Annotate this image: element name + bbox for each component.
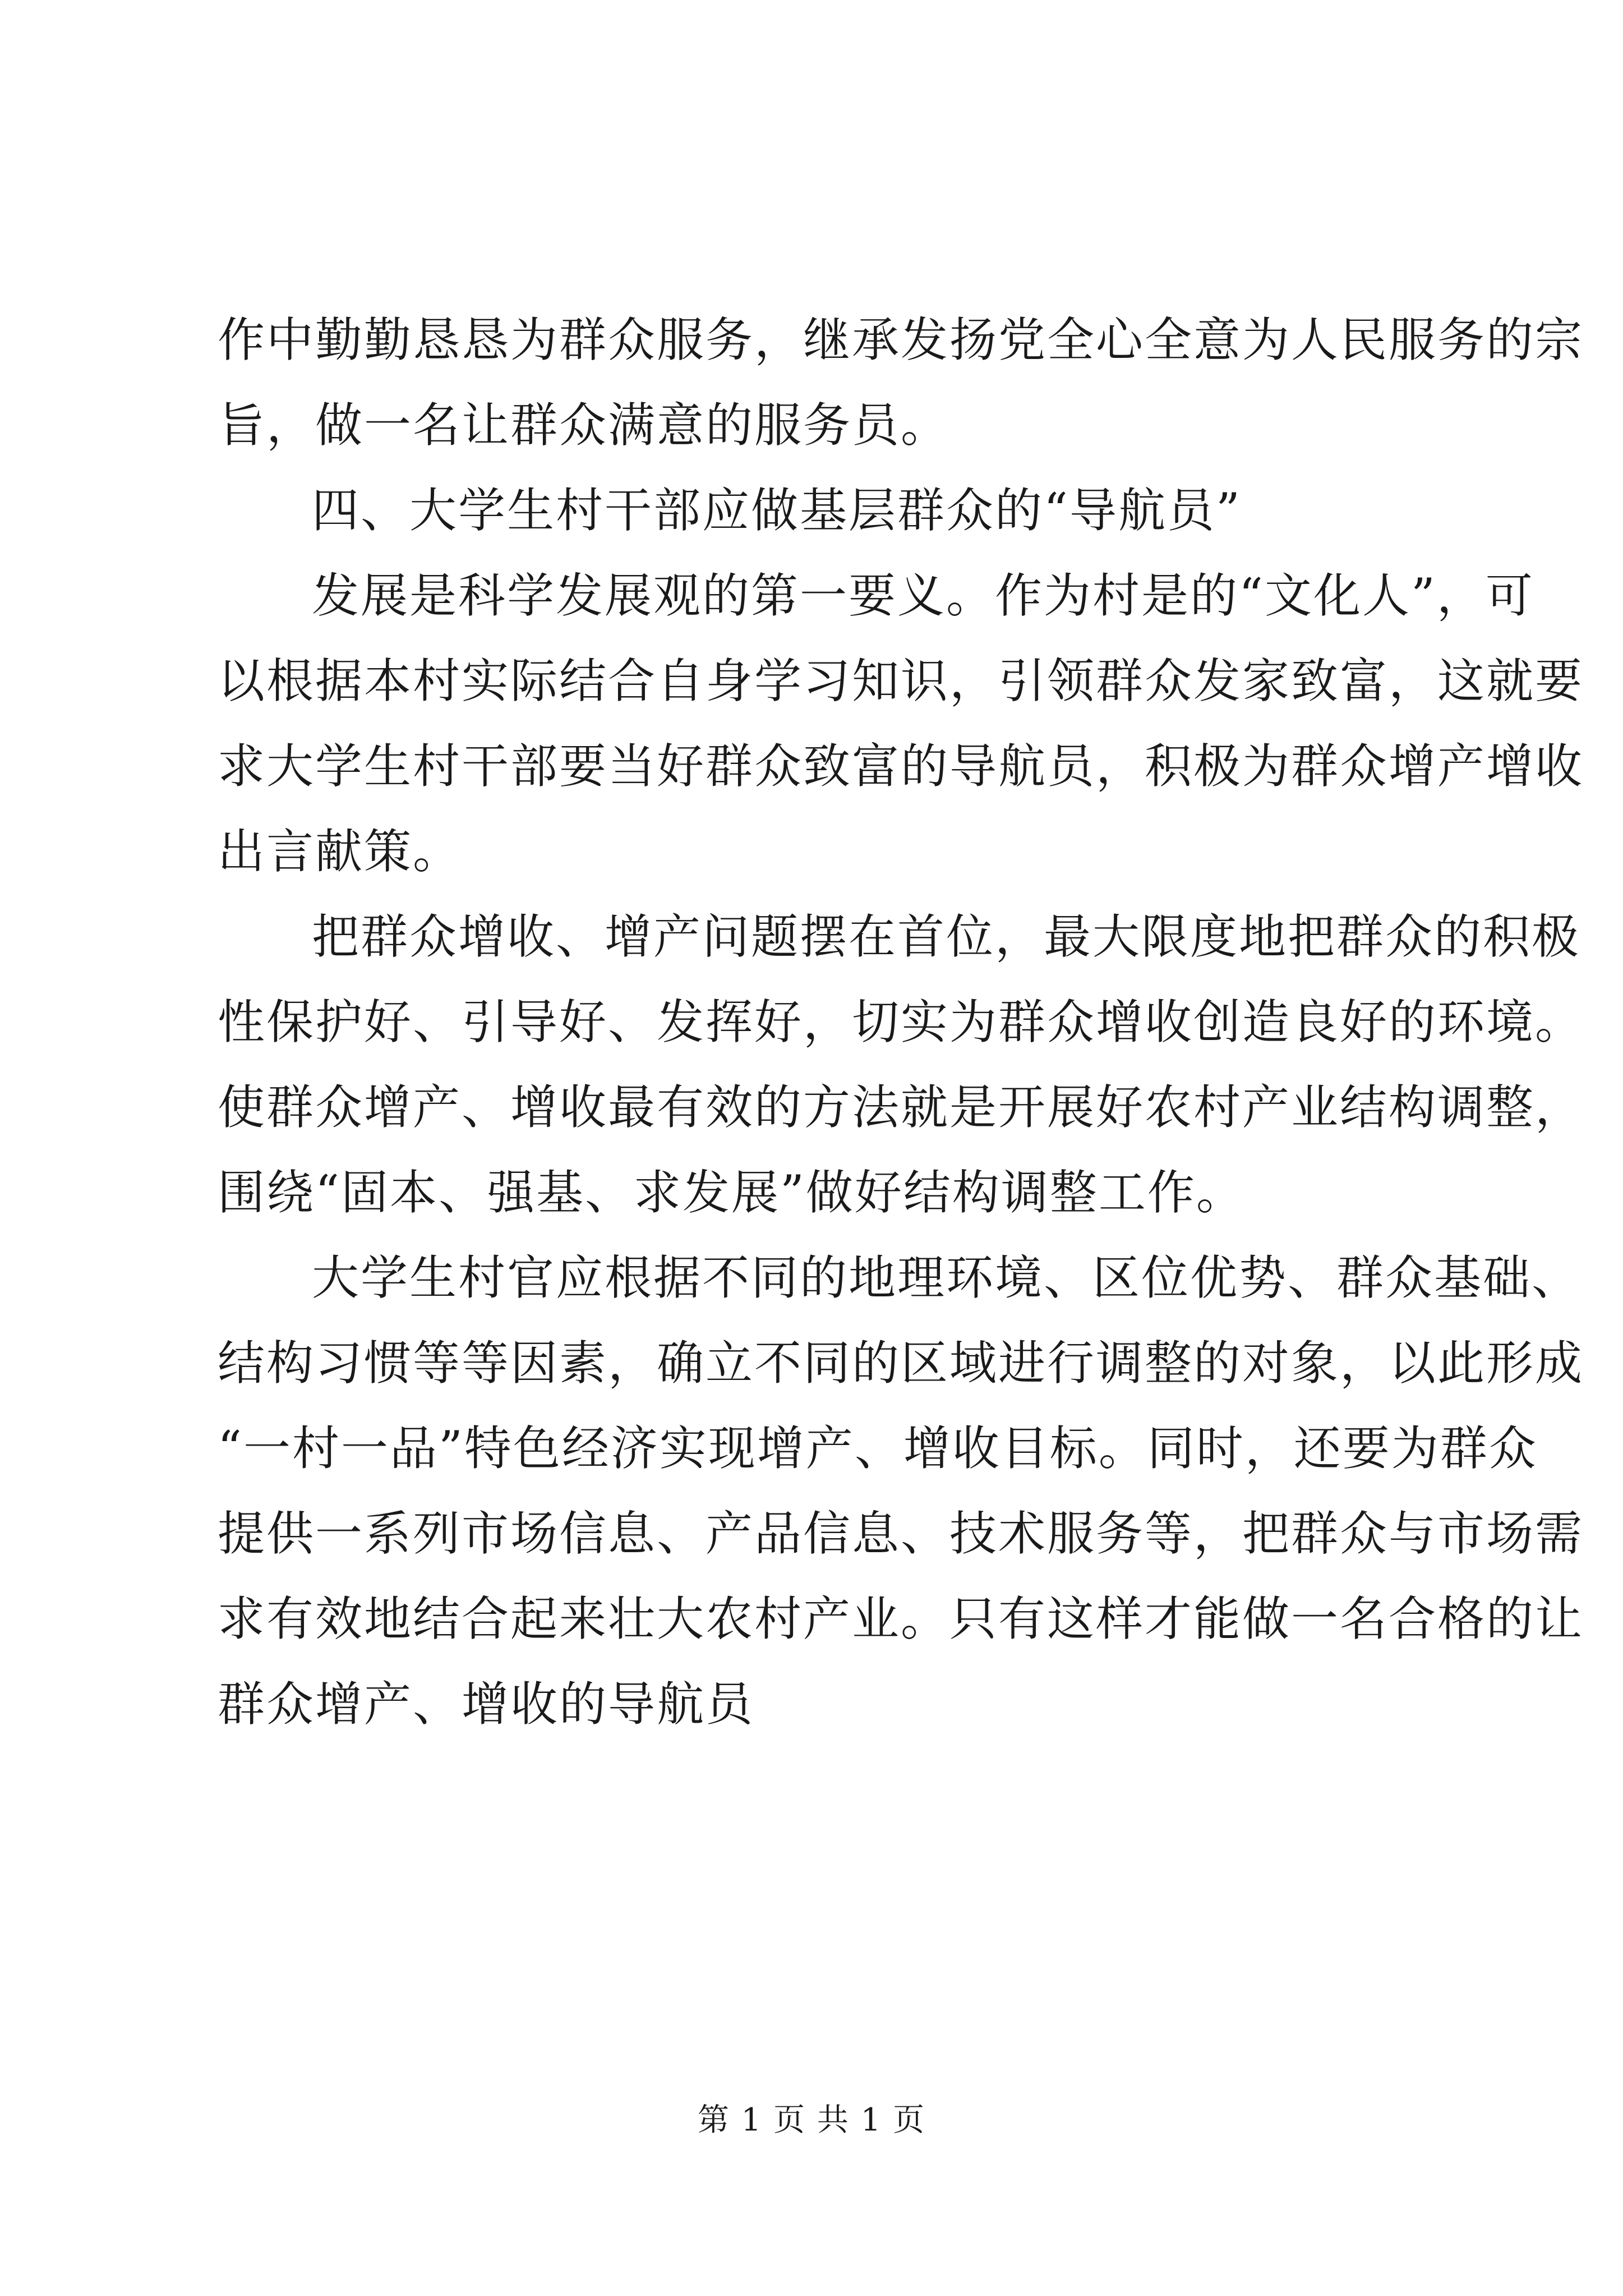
page-footer (0, 2101, 1623, 2140)
text-line: 使群众增产、增收最有效的方法就是开展好农村产业结构调整， (218, 1080, 1584, 1135)
text-line: 提供一系列市场信息、产品信息、技术服务等，把群众与市场需 (218, 1506, 1584, 1561)
text-line: 旨，做一名让群众满意的服务员。 (218, 398, 950, 453)
text-line: “一村一品”特色经济实现增产、增收目标。同时，还要为群众 (218, 1421, 1538, 1476)
text-line: 发展是科学发展观的第一要义。作为村是的“文化人”，可 (312, 568, 1534, 623)
text-line: 求有效地结合起来壮大农村产业。只有这样才能做一名合格的让 (218, 1591, 1584, 1646)
text-line: 以根据本村实际结合自身学习知识，引领群众发家致富，这就要 (218, 654, 1584, 708)
section-heading: 四、大学生村干部应做基层群众的“导航员” (312, 483, 1242, 538)
text-line: 性保护好、引导好、发挥好，切实为群众增收创造良好的环境。 (218, 995, 1584, 1050)
page-number-label: 第 1 页 共 1 页 (697, 2102, 926, 2138)
text-line: 围绕“固本、强基、求发展”做好结构调整工作。 (218, 1165, 1245, 1220)
text-line: 出言献策。 (218, 824, 462, 879)
text-line: 群众增产、增收的导航员 (218, 1677, 755, 1732)
text-line: 把群众增收、增产问题摆在首位，最大限度地把群众的积极 (312, 909, 1581, 964)
document-body (218, 297, 1584, 1747)
text-line: 结构习惯等等因素，确立不同的区域进行调整的对象，以此形成 (218, 1336, 1584, 1391)
text-line: 求大学生村干部要当好群众致富的导航员，积极为群众增产增收 (218, 739, 1584, 794)
text-line: 大学生村官应根据不同的地理环境、区位优势、群众基础、 (312, 1250, 1581, 1305)
text-line: 作中勤勤恳恳为群众服务，继承发扬党全心全意为人民服务的宗 (218, 312, 1584, 367)
